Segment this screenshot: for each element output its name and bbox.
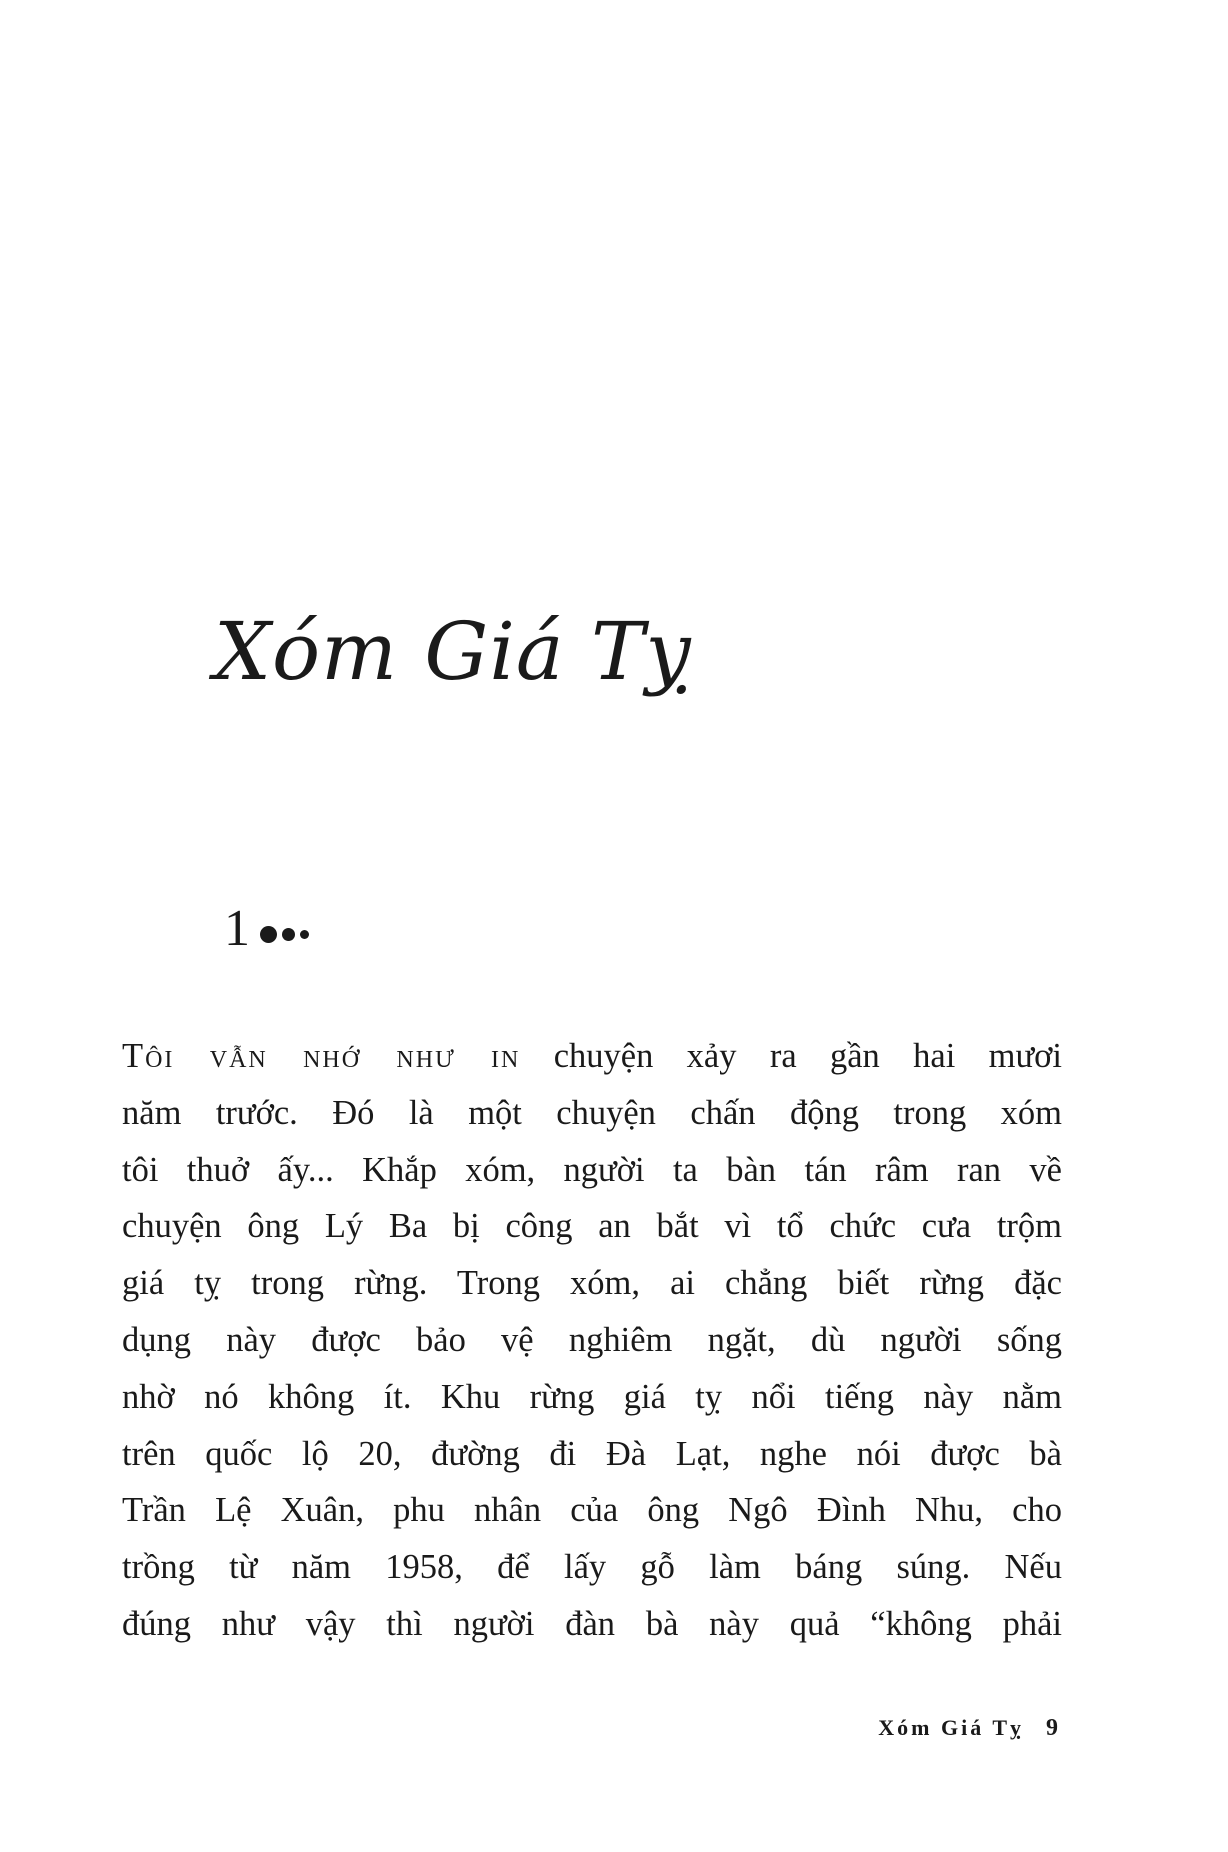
text-line: trên quốc lộ 20, đường đi Đà Lạt, nghe nói được bà	[122, 1434, 1062, 1473]
text-line: năm trước. Đó là một chuyện chấn động trong xóm	[122, 1093, 1062, 1132]
ornament-dot	[260, 926, 277, 943]
section-number: 1	[224, 900, 250, 957]
ornament-dot	[282, 928, 295, 941]
text-line: đúng như vậy thì người đàn bà này quả “không phải	[122, 1604, 1062, 1643]
section-dots-ornament	[260, 926, 314, 943]
running-title: Xóm Giá Tỵ	[878, 1715, 1024, 1740]
page-number: 9	[1046, 1715, 1058, 1741]
section-marker	[224, 900, 314, 957]
text-line: trồng từ năm 1958, để lấy gỗ làm báng súng. Nếu	[122, 1548, 1062, 1587]
text-line	[122, 1028, 1062, 1085]
text-line: tôi thuở ấy... Khắp xóm, người ta bàn tán râm ran về	[122, 1150, 1062, 1189]
text-line: Trần Lệ Xuân, phu nhân của ông Ngô Đình Nhu, cho	[122, 1491, 1062, 1530]
text-line: nhờ nó không ít. Khu rừng giá tỵ nổi tiếng này nằm	[122, 1377, 1062, 1416]
text-line: giá tỵ trong rừng. Trong xóm, ai chẳng biết rừng đặc	[122, 1264, 1062, 1303]
chapter-title: Xóm Giá Tỵ	[214, 605, 692, 698]
text-line: chuyện ông Lý Ba bị công an bắt vì tổ chức cưa trộm	[122, 1207, 1062, 1246]
page-footer	[878, 1715, 1058, 1742]
text-line: dụng này được bảo vệ nghiêm ngặt, dù người sống	[122, 1320, 1062, 1359]
opening-small-caps: Tôi vẫn nhớ như in	[122, 1037, 521, 1075]
body-paragraph	[122, 1028, 1062, 1653]
ornament-dot	[300, 930, 309, 939]
first-line-rest: chuyện xảy ra gần hai mươi	[520, 1037, 1062, 1075]
